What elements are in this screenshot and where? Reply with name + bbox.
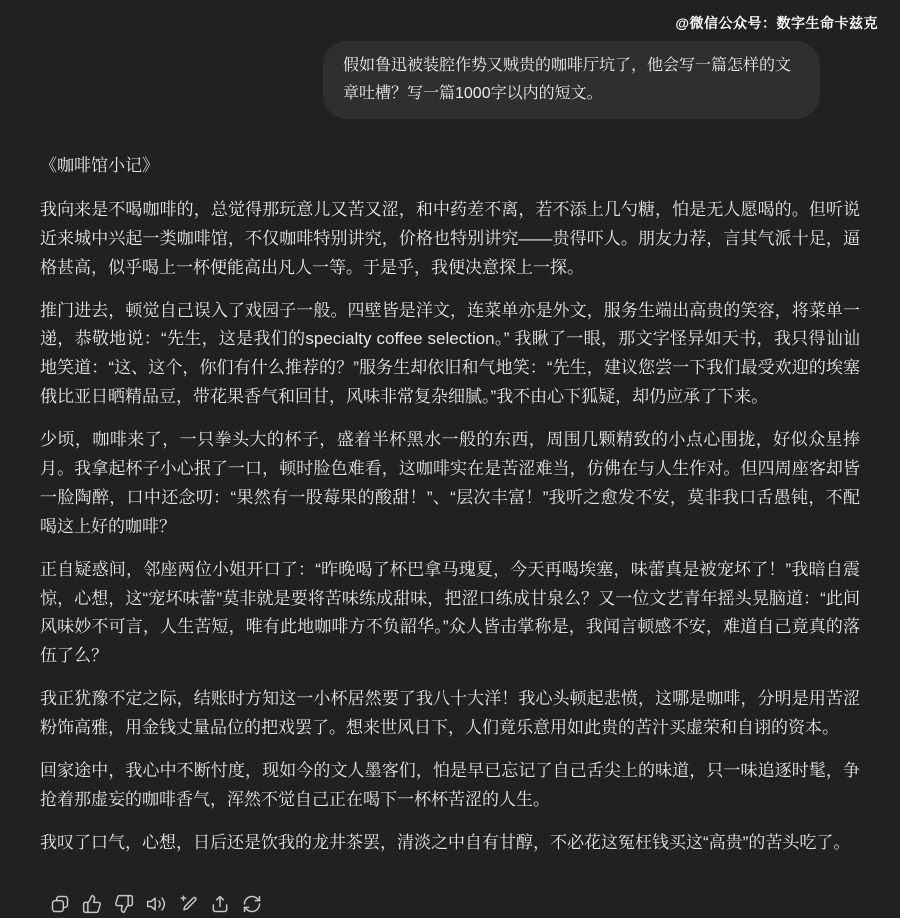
thumbs-down-button[interactable] bbox=[110, 890, 138, 918]
share-button[interactable] bbox=[206, 890, 234, 918]
article-paragraph: 少顷，咖啡来了，一只拳头大的杯子，盛着半杯黑水一般的东西，周围几颗精致的小点心围拢，好似众星捧月。我拿起杯子小心抿了一口，顿时脸色难看，这咖啡实在是苦涩难当，仿佛在与人生作对。但四周座客却皆一脸陶醉，口中还念叨：“果然有一股莓果的酸甜！”、“层次丰富！”我听之愈发不安，莫非我口舌愚钝，不配喝这上好的咖啡？ bbox=[40, 430, 860, 536]
speaker-icon bbox=[146, 894, 166, 914]
copy-icon bbox=[50, 894, 70, 914]
regenerate-button[interactable] bbox=[238, 890, 266, 918]
read-aloud-button[interactable] bbox=[142, 890, 170, 918]
assistant-message bbox=[0, 152, 900, 858]
article-paragraph: 推门进去，顿觉自己误入了戏园子一般。四壁皆是洋文，连菜单亦是外文，服务生端出高贵的笑容，将菜单一递，恭敬地说：“先生，这是我们的specialty coffee selection。” 我瞅了一眼，那文字怪异如天书，我只得讪讪地笑道：“这、这个，你们有什么推荐的？”服务生却依旧和气地笑：“先生，建议您尝一下我们最受欢迎的埃塞俄比亚日晒精品豆，带花果香气和回甘，风味非常复杂细腻。”我不由心下狐疑，却仍应承了下来。 bbox=[40, 300, 860, 407]
user-message-text: 假如鲁迅被装腔作势又贼贵的咖啡厅坑了，他会写一篇怎样的文章吐槽？写一篇1000字以内的短文。 bbox=[343, 57, 792, 102]
article-paragraph: 我叹了口气，心想，日后还是饮我的龙井茶罢，清淡之中自有甘醇，不必花这冤枉钱买这“高贵”的苦头吃了。 bbox=[40, 832, 851, 852]
share-icon bbox=[210, 894, 230, 914]
user-message-bubble bbox=[323, 41, 820, 119]
article-paragraph: 正自疑惑间，邻座两位小姐开口了：“昨晚喝了杯巴拿马瑰夏，今天再喝埃塞，味蕾真是被宠坏了！”我暗自震惊，心想，这“宠坏味蕾”莫非就是要将苦味练成甜味，把涩口练成甘泉么？又一位文艺青年摇头晃脑道：“此间风味妙不可言，人生苦短，唯有此地咖啡方不负韶华。”众人皆击掌称是，我闻言顿感不安，难道自己竟真的落伍了么？ bbox=[40, 559, 860, 666]
article-paragraph: 我正犹豫不定之际，结账时方知这一小杯居然要了我八十大洋！我心头顿起悲愤，这哪是咖啡，分明是用苦涩粉饰高雅，用金钱丈量品位的把戏罢了。想来世风日下，人们竟乐意用如此贵的苦汁买虚荣和自诩的资本。 bbox=[40, 689, 860, 738]
copy-button[interactable] bbox=[46, 890, 74, 918]
thumbs-up-button[interactable] bbox=[78, 890, 106, 918]
article-paragraph: 回家途中，我心中不断忖度，现如今的文人墨客们，怕是早已忘记了自己舌尖上的味道，只一味追逐时髦，争抢着那虚妄的咖啡香气，浑然不觉自己正在喝下一杯杯苦涩的人生。 bbox=[40, 761, 860, 809]
message-action-bar bbox=[0, 872, 900, 918]
watermark: @微信公众号：数字生命卡兹克 bbox=[675, 15, 878, 31]
thumbs-down-icon bbox=[114, 894, 134, 914]
article-paragraph: 我向来是不喝咖啡的，总觉得那玩意儿又苦又涩，和中药差不离，若不添上几勺糖，怕是无人愿喝的。但听说近来城中兴起一类咖啡馆，不仅咖啡特别讲究，价格也特别讲究——贵得吓人。朋友力荐，言其气派十足，逼格甚高，似乎喝上一杯便能高出凡人一等。于是乎，我便决意探上一探。 bbox=[40, 199, 860, 277]
pencil-sparkle-icon bbox=[178, 894, 198, 914]
thumbs-up-icon bbox=[82, 894, 102, 914]
regenerate-icon bbox=[242, 894, 262, 914]
edit-button[interactable] bbox=[174, 890, 202, 918]
article-title: 《咖啡馆小记》 bbox=[40, 156, 159, 175]
